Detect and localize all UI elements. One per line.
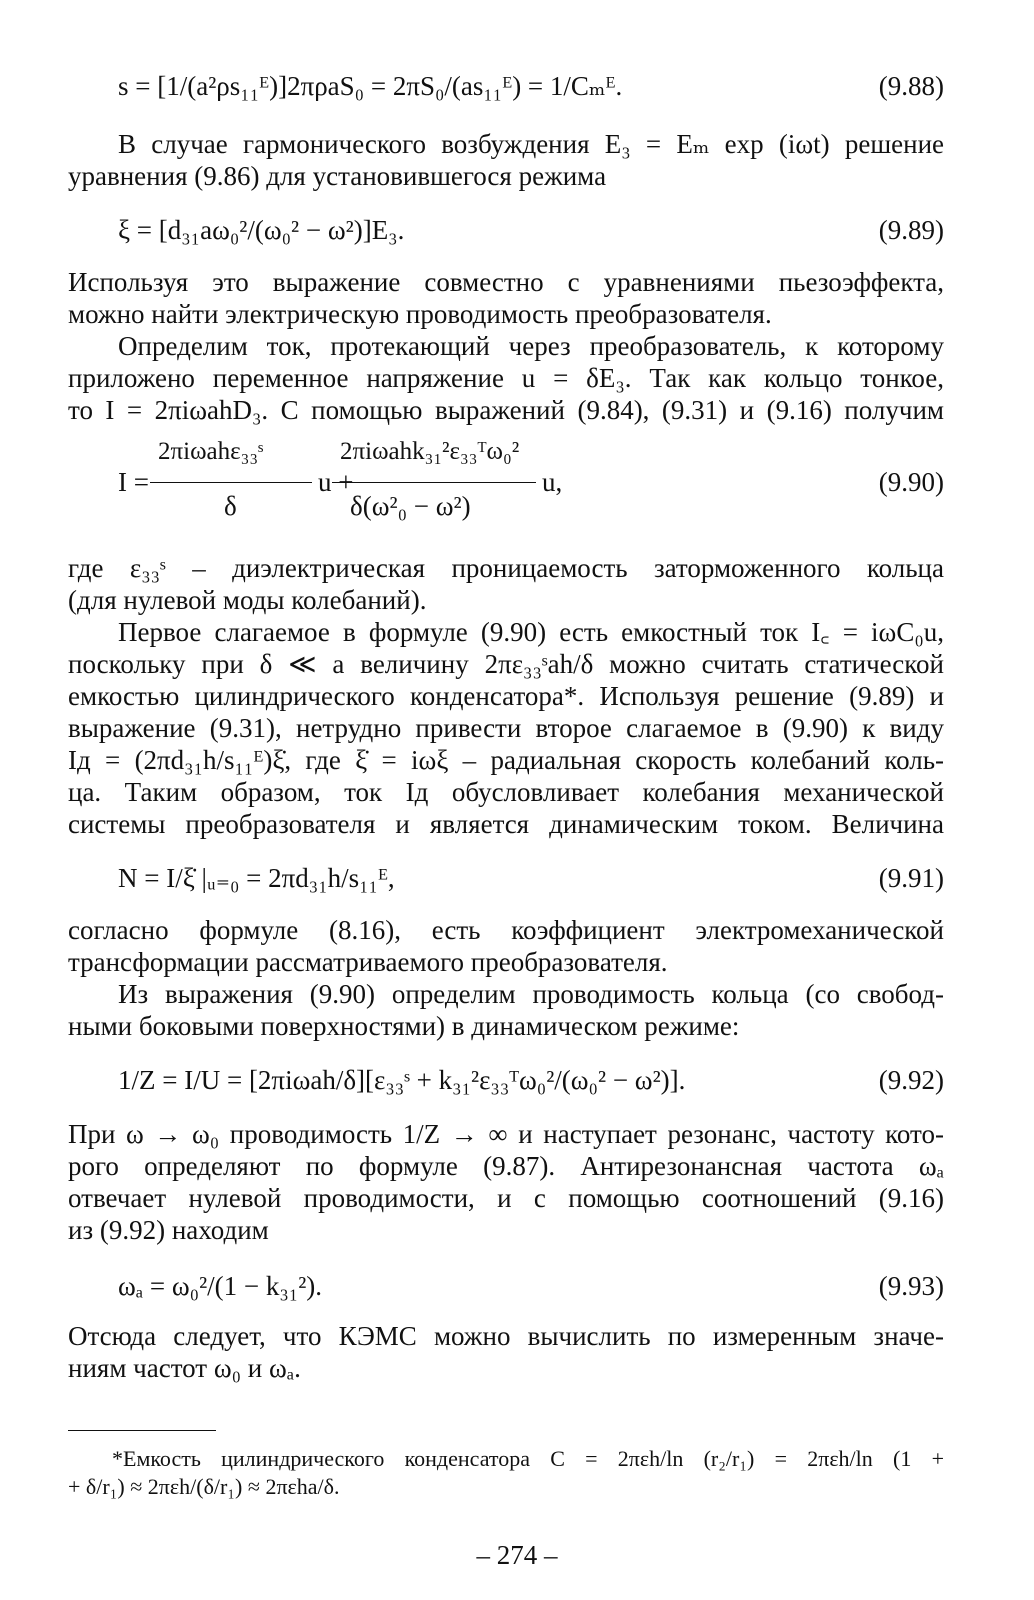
equation-number-9-90: (9.90) bbox=[878, 467, 944, 497]
paragraph-5-line-5: Iд = (2πd₃₁h/s₁₁ᴱ)ξ̇, где ξ̇ = iωξ – радиальная скорость колебаний коль- bbox=[68, 745, 944, 775]
paragraph-6-line-1: согласно формуле (8.16), есть коэффициент электромеханической bbox=[68, 915, 944, 945]
equation-9-90-numerator-2: 2πiωahk₃₁²ε₃₃ᵀω₀² bbox=[340, 438, 520, 465]
paragraph-7-line-1: Из выражения (9.90) определим проводимость кольца (со свобод- bbox=[118, 979, 944, 1009]
paragraph-2-line-2: можно найти электрическую проводимость преобразователя. bbox=[68, 299, 772, 329]
paragraph-5-line-3: емкостью цилиндрического конденсатора*. Используя решение (9.89) и bbox=[68, 681, 944, 711]
equation-number-9-91: (9.91) bbox=[878, 863, 944, 893]
paragraph-5-line-4: выражение (9.31), нетрудно привести второе слагаемое в (9.90) к виду bbox=[68, 713, 944, 743]
paragraph-5-line-1: Первое слагаемое в формуле (9.90) есть емкостный ток I꜀ = iωC₀u, bbox=[118, 617, 944, 647]
footnote-line-2: + δ/r₁) ≈ 2πεh/(δ/r₁) ≈ 2πεha/δ. bbox=[68, 1474, 340, 1499]
paragraph-3-line-2: приложено переменное напряжение u = δE₃. Так как кольцо тонкое, bbox=[68, 363, 944, 393]
equation-9-90-tail: u, bbox=[542, 467, 563, 497]
paragraph-8-line-4: из (9.92) находим bbox=[68, 1215, 269, 1245]
paragraph-3-line-1: Определим ток, протекающий через преобразователь, к которому bbox=[118, 331, 944, 361]
fraction-bar-2 bbox=[332, 482, 536, 483]
equation-9-90-denominator-2: δ(ω²₀ − ω²) bbox=[350, 491, 471, 521]
equation-9-90-middle: u + bbox=[318, 467, 354, 497]
equation-number-9-88: (9.88) bbox=[878, 71, 944, 101]
paragraph-8-line-2: рого определяют по формуле (9.87). Антирезонансная частота ωₐ bbox=[68, 1151, 944, 1181]
paragraph-4-line-2: (для нулевой моды колебаний). bbox=[68, 585, 427, 615]
page-number: – 274 – bbox=[476, 1540, 558, 1570]
paragraph-4-line-1: где ε₃₃ˢ – диэлектрическая проницаемость заторможенного кольца bbox=[68, 553, 944, 583]
equation-number-9-89: (9.89) bbox=[878, 215, 944, 245]
paragraph-5-line-6: ца. Таким образом, ток Iд обусловливает колебания механической bbox=[68, 777, 944, 807]
equation-9-93: ωₐ = ω₀²/(1 − k₃₁²). bbox=[118, 1271, 323, 1301]
footnote-line-1: *Емкость цилиндрического конденсатора C = 2πεh/ln (r₂/r₁) = 2πεh/ln (1 + bbox=[112, 1446, 944, 1471]
paragraph-1-line-1: В случае гармонического возбуждения E₃ = Eₘ exp (iωt) решение bbox=[118, 129, 944, 159]
paragraph-9-line-1: Отсюда следует, что КЭМС можно вычислить по измеренным значе- bbox=[68, 1321, 944, 1351]
equation-9-92: 1/Z = I/U = [2πiωah/δ][ε₃₃ˢ + k₃₁²ε₃₃ᵀω₀²/(ω₀² − ω²)]. bbox=[118, 1065, 686, 1095]
equation-9-91: N = I/ξ̇ |ᵤ₌₀ = 2πd₃₁h/s₁₁ᴱ, bbox=[118, 863, 395, 893]
paragraph-9-line-2: ниям частот ω₀ и ωₐ. bbox=[68, 1353, 301, 1383]
paragraph-8-line-1: При ω → ω₀ проводимость 1/Z → ∞ и наступает резонанс, частоту кото- bbox=[68, 1119, 944, 1149]
paragraph-8-line-3: отвечает нулевой проводимости, и с помощью соотношений (9.16) bbox=[68, 1183, 944, 1213]
paragraph-2-line-1: Используя это выражение совместно с уравнениями пьезоэффекта, bbox=[68, 267, 944, 297]
paragraph-5-line-7: системы преобразователя и является динамическим током. Величина bbox=[68, 809, 944, 839]
equation-9-90-lhs: I = bbox=[118, 467, 149, 497]
fraction-bar-1 bbox=[150, 482, 312, 483]
paragraph-1-line-2: уравнения (9.86) для установившегося режима bbox=[68, 161, 607, 191]
equation-9-90-denominator-1: δ bbox=[224, 491, 237, 521]
paragraph-5-line-2: поскольку при δ ≪ a величину 2πε₃₃ˢah/δ можно считать статической bbox=[68, 649, 944, 679]
equation-9-90-numerator-1: 2πiωahε₃₃ˢ bbox=[158, 438, 264, 465]
equation-9-88: s = [1/(a²ρs₁₁ᴱ)]2πρaS₀ = 2πS₀/(as₁₁ᴱ) = 1/Cₘᴱ. bbox=[118, 71, 623, 101]
paragraph-3-line-3: то I = 2πiωahD₃. С помощью выражений (9.84), (9.31) и (9.16) получим bbox=[68, 395, 944, 425]
equation-number-9-92: (9.92) bbox=[878, 1065, 944, 1095]
equation-9-89: ξ = [d₃₁aω₀²/(ω₀² − ω²)]E₃. bbox=[118, 215, 405, 245]
footnote-rule bbox=[68, 1430, 216, 1431]
equation-number-9-93: (9.93) bbox=[878, 1271, 944, 1301]
paragraph-6-line-2: трансформации рассматриваемого преобразователя. bbox=[68, 947, 668, 977]
paragraph-7-line-2: ными боковыми поверхностями) в динамическом режиме: bbox=[68, 1011, 740, 1041]
